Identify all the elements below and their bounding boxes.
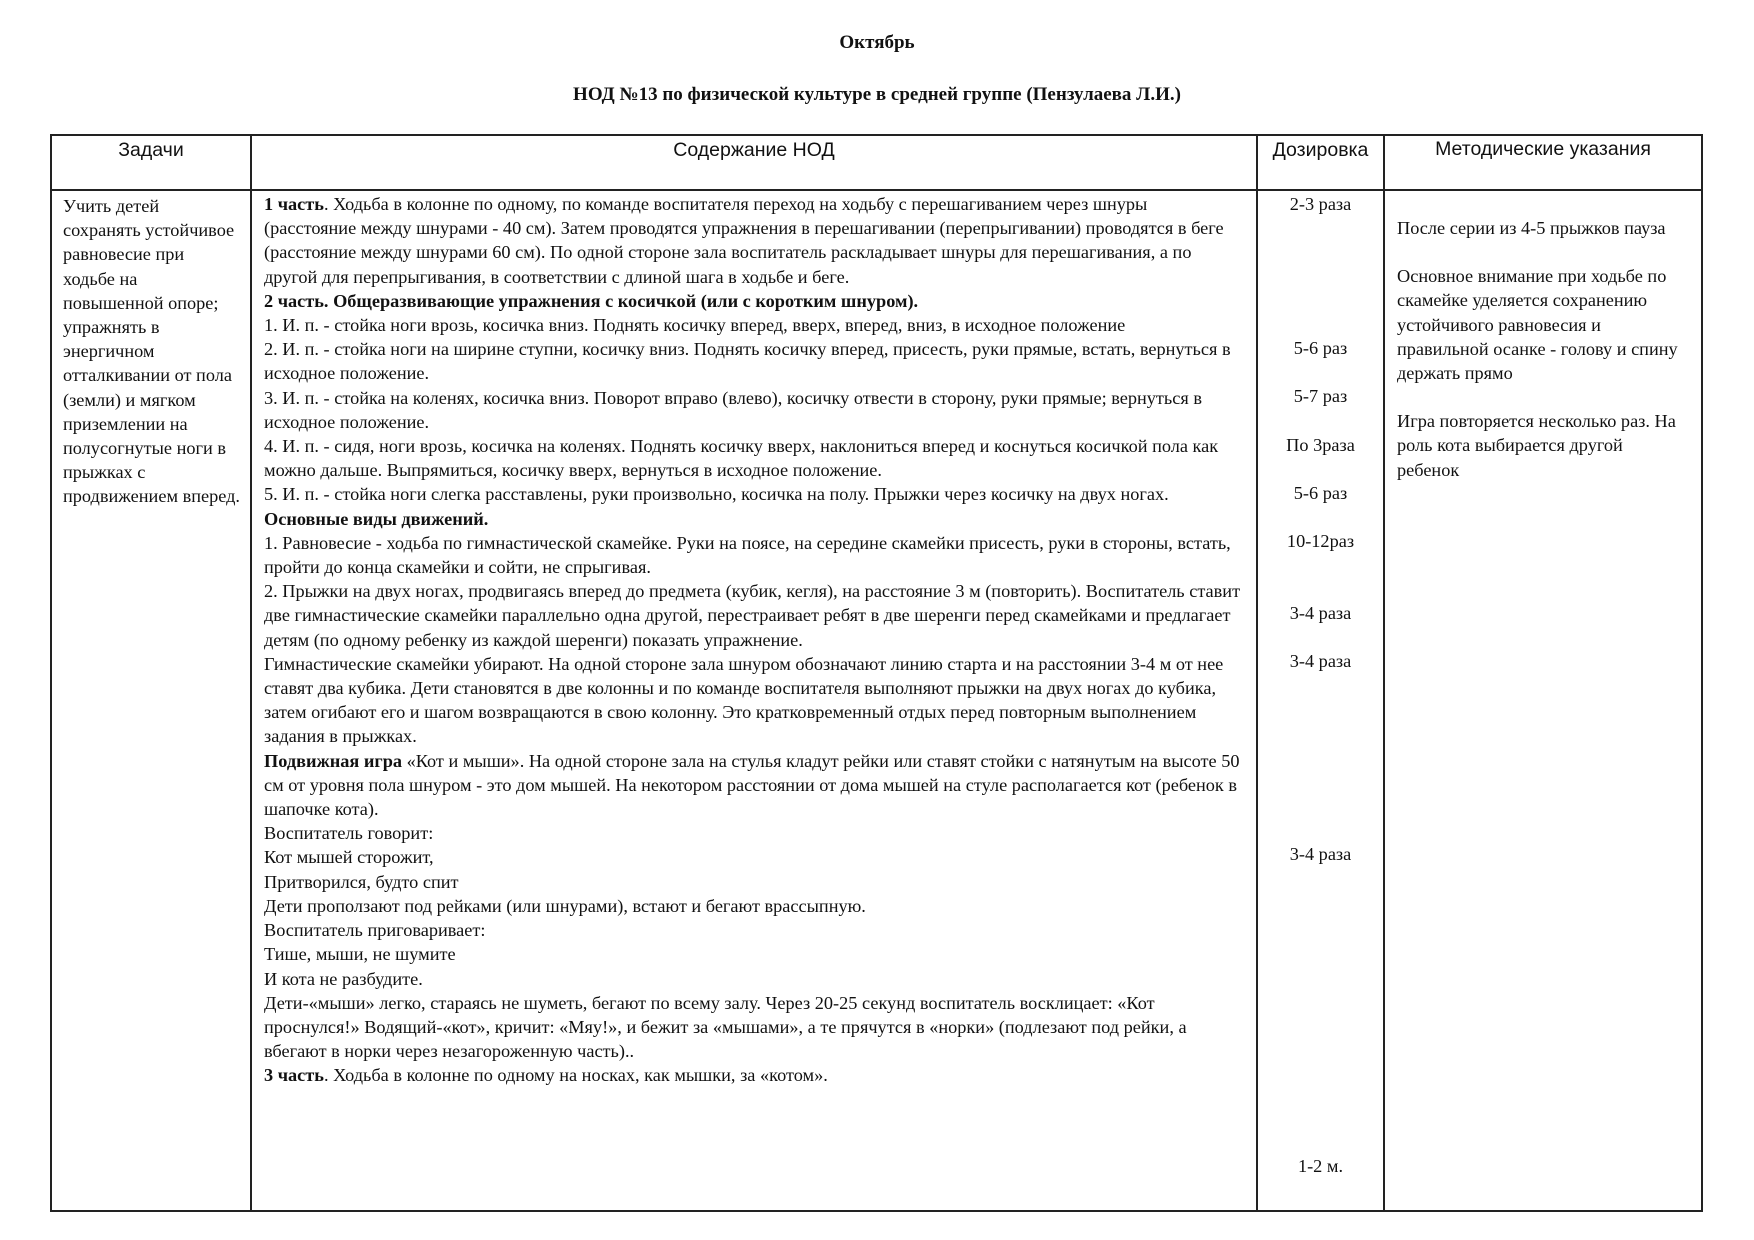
movement-3: Гимнастические скамейки убирают. На одной стороне зала шнуром обозначают линию старта и на расстоянии 3-4 м от нее ставят два кубика. Дети становятся в две колонны и по команде воспитателя выполняют прыжки на двух ногах до кубика, затем огибают его и шагом возвращаются в свою колонну. Это кратковременный отдых перед повторным выполнением задания в прыжках. (264, 653, 1224, 747)
lesson-title: НОД №13 по физической культуре в средней группе (Пензулаева Л.И.) (573, 84, 1181, 105)
game-text: «Кот и мыши». На одной стороне зала на стулья кладут рейки или ставят стойки с натянутым на высоте 50 см от уровня пола шнуром - это дом мышей. На некотором расстоянии от дома мышей на стуле располагается кот (ребенок в шапочке кота). (264, 750, 1240, 820)
game-line-5: Воспитатель приговаривает: (264, 920, 486, 941)
dosage-mv2: 3-4 раза (1289, 651, 1352, 672)
dosage-ex3: По 3раза (1286, 434, 1355, 455)
content-cell (251, 190, 1257, 1211)
main-movements-label: Основные виды движений. (264, 508, 489, 529)
notes-cell (1384, 190, 1702, 1211)
part3-text: . Ходьба в колонне по одному на носках, как мышки, за «котом». (323, 1065, 828, 1086)
dosage-ex5: 10-12раз (1286, 531, 1355, 552)
dosage-cell (1257, 190, 1384, 1211)
game-line-6: Тише, мыши, не шумите (264, 944, 456, 965)
column-header-content: Содержание НОД (251, 135, 1257, 190)
dosage-part3: 1-2 м. (1297, 1155, 1344, 1176)
game-paragraph (264, 749, 1244, 822)
part3-label: 3 часть (264, 1065, 324, 1086)
movement-2: 2. Прыжки на двух ногах, продвигаясь вперед до предмета (кубик, кегля), на расстояние 3 м (повторить). Воспитатель ставит две гимнастические скамейки параллельно одна другой, перестраивает ребят в две шеренги перед скамейками и предлагает детям (по одному ребенку из каждой шеренги) показать упражнение. (264, 581, 1241, 650)
exercise-3: 3. И. п. - стойка на коленях, косичка вниз. Поворот вправо (влево), косичку отвести в сторону, руки прямые; вернуться в исходное положение. (264, 387, 1202, 432)
part1-paragraph (264, 192, 1244, 289)
dosage-ex2: 5-7 раз (1293, 386, 1348, 407)
tasks-text: Учить детей сохранять устойчивое равновесие при ходьбе на повышенной опоре; упражнять в энергичном отталкивании от пола (земли) и мягком приземлении на полусогнутые ноги в прыжках с продвижением вперед. (63, 196, 240, 507)
part3-paragraph (264, 1063, 1244, 1087)
game-line-4: Дети проползают под рейками (или шнурами), встают и бегают врассыпную. (264, 895, 866, 916)
table-row (51, 190, 1702, 1211)
exercise-4: 4. И. п. - сидя, ноги врозь, косичка на коленях. Поднять косичку вверх, наклониться вперед и коснуться косичкой пола как можно дальше. Выпрямиться, косичку вверх, вернуться в исходное положение. (264, 436, 1219, 481)
part2-label: 2 часть. Общеразвивающие упражнения с косичкой (или с коротким шнуром). (264, 290, 919, 311)
column-header-notes: Методические указания (1384, 135, 1702, 190)
exercise-2: 2. И. п. - стойка ноги на ширине ступни, косичку вниз. Поднять косичку вперед, присесть, руки прямые, встать, вернуться в исходное положение. (264, 339, 1231, 384)
lesson-plan-table (50, 134, 1703, 1212)
dosage-ex4: 5-6 раз (1293, 482, 1348, 503)
table-header-row (51, 135, 1702, 190)
part1-label: 1 часть (264, 194, 324, 214)
game-line-8: Дети-«мыши» легко, стараясь не шуметь, бегают по всему залу. Через 20-25 секунд воспитатель восклицает: «Кот проснулся!» Водящий-«кот», кричит: «Мяу!», и бежит за «мышами», а те прячутся в «норки» (подлезают под рейки, а вбегают в норки через незагороженную часть).. (264, 992, 1187, 1062)
movement-1: 1. Равновесие - ходьба по гимнастической скамейке. Руки на поясе, на середине скамейки присесть, руки в стороны, встать, пройти до конца скамейки и сойти, не спрыгивая. (264, 532, 1231, 578)
column-header-dosage: Дозировка (1257, 135, 1384, 190)
exercise-1: 1. И. п. - стойка ноги врозь, косичка вниз. Поднять косичку вперед, вверх, вперед, вниз, в исходное положение (264, 315, 1126, 336)
game-line-2: Кот мышей сторожит, (264, 847, 434, 868)
note-game: Игра повторяется несколько раз. На роль кота выбирается другой ребенок (1397, 411, 1676, 480)
dosage-ex1: 5-6 раз (1293, 338, 1348, 359)
game-label: Подвижная игра (264, 750, 403, 771)
column-header-tasks: Задачи (51, 135, 251, 190)
dosage-part1: 2-3 раза (1289, 194, 1352, 214)
game-line-1: Воспитатель говорит: (264, 823, 434, 844)
dosage-game: 3-4 раза (1289, 843, 1352, 864)
month-heading: Октябрь (839, 32, 915, 53)
game-line-3: Притворился, будто спит (264, 871, 459, 892)
dosage-mv1: 3-4 раза (1289, 603, 1352, 624)
part1-text: . Ходьба в колонне по одному, по команде воспитателя переход на ходьбу с перешагиванием через шнуры (расстояние между шнурами - 40 см). Затем проводятся упражнения в перешагивании (перепрыгивании) проводятся в беге (расстояние между шнурами 60 см). По одной стороне зала воспитатель раскладывает шнуры для перешагивания, а по другой для перепрыгивания, в соответствии с длиной шага в ходьбе и беге. (264, 194, 1224, 287)
exercise-5: 5. И. п. - стойка ноги слегка расставлены, руки произвольно, косичка на полу. Прыжки через косичку на двух ногах. (264, 484, 1169, 505)
game-line-7: И кота не разбудите. (264, 968, 423, 989)
note-jumps: После серии из 4-5 прыжков пауза (1397, 218, 1666, 238)
tasks-cell (51, 190, 251, 1211)
note-balance: Основное внимание при ходьбе по скамейке уделяется сохранению устойчивого равновесия и правильной осанке - голову и спину держать прямо (1397, 266, 1678, 384)
